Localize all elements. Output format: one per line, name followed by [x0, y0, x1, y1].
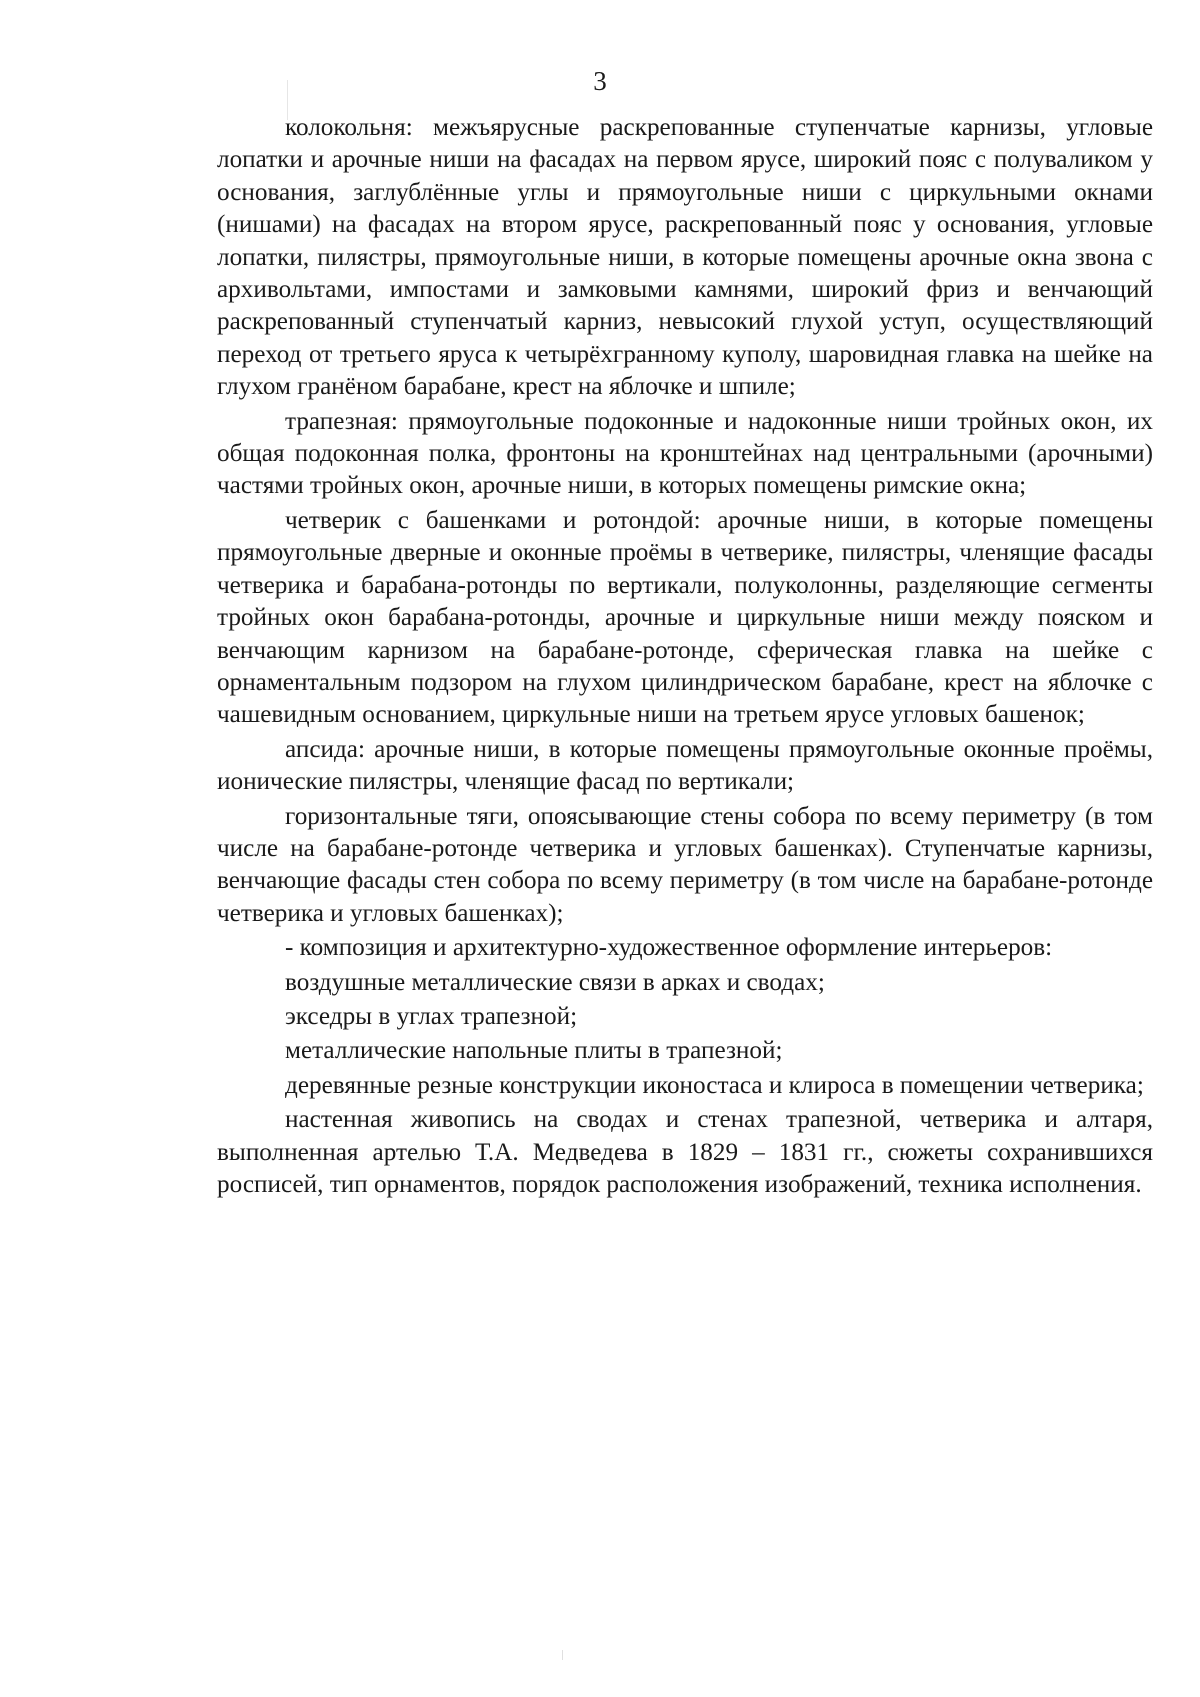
paragraph-metal-ties: воздушные металлические связи в арках и сводах; — [285, 968, 825, 996]
paragraph-belfry: колокольня: межъярусные раскрепованные ступенчатые карнизы, угловые лопатки и арочные ниши на фасадах на первом ярусе, широкий пояс с полуваликом у основания, заглублённые углы и прямоугольные ниши с циркульными окнами (нишами) на фасадах на втором ярусе, раскрепованный пояс у основания, угловые лопатки, пилястры, прямоугольные ниши, в которые помещены арочные окна звона с архивольтами, импостами и замковыми камнями, широкий фриз и венчающий раскрепованный ступенчатый карниз, невысокий глухой уступ, осуществляющий переход от третьего яруса к четырёхгранному куполу, шаровидная главка на шейке на глухом гранёном барабане, крест на яблочке и шпиле; — [217, 114, 1153, 401]
document-body — [217, 112, 1153, 1201]
scan-artifact-bottom — [562, 1650, 563, 1660]
page-number: 3 — [593, 66, 607, 96]
paragraph-quadrangle: четверик с башенками и ротондой: арочные ниши, в которые помещены прямоугольные дверные и оконные проёмы в четверике, пилястры, членящие фасады четверика и барабана-ротонды по вертикали, полуколонны, разделяющие сегменты тройных окон барабана-ротонды, арочные и циркульные ниши между пояском и венчающим карнизом на барабане-ротонде, сферическая главка на шейке с орнаментальным подзором на глухом цилиндрическом барабане, крест на яблочке с чашевидным основанием, циркульные ниши на третьем ярусе угловых башенок; — [217, 506, 1153, 729]
paragraph-wall-painting: настенная живопись на сводах и стенах трапезной, четверика и алтаря, выполненная артелью Т.А. Медведева в 1829 – 1831 гг., сюжеты сохранившихся росписей, тип орнаментов, порядок расположения изображений, техника исполнения. — [217, 1106, 1153, 1198]
paragraph-floor-plates: металлические напольные плиты в трапезной; — [285, 1037, 783, 1065]
paragraph-horizontal-cornices: горизонтальные тяги, опоясывающие стены собора по всему периметру (в том числе на барабане-ротонде четверика и угловых башенках). Ступенчатые карнизы, венчающие фасады стен собора по всему периметру (в том числе на барабане-ротонде четверика и угловых башенках); — [217, 802, 1153, 927]
paragraph-exedrae: экседры в углах трапезной; — [285, 1002, 578, 1030]
paragraph-interior-composition: - композиция и архитектурно-художественное оформление интерьеров: — [285, 934, 1053, 962]
paragraph-apse: апсида: арочные ниши, в которые помещены прямоугольные оконные проёмы, ионические пилястры, членящие фасад по вертикали; — [217, 735, 1153, 796]
paragraph-refectory: трапезная: прямоугольные подоконные и надоконные ниши тройных окон, их общая подоконная полка, фронтоны на кронштейнах над центральными (арочными) частями тройных окон, арочные ниши, в которых помещены римские окна; — [217, 407, 1153, 500]
paragraph-iconostasis: деревянные резные конструкции иконостаса и клироса в помещении четверика; — [285, 1071, 1144, 1099]
